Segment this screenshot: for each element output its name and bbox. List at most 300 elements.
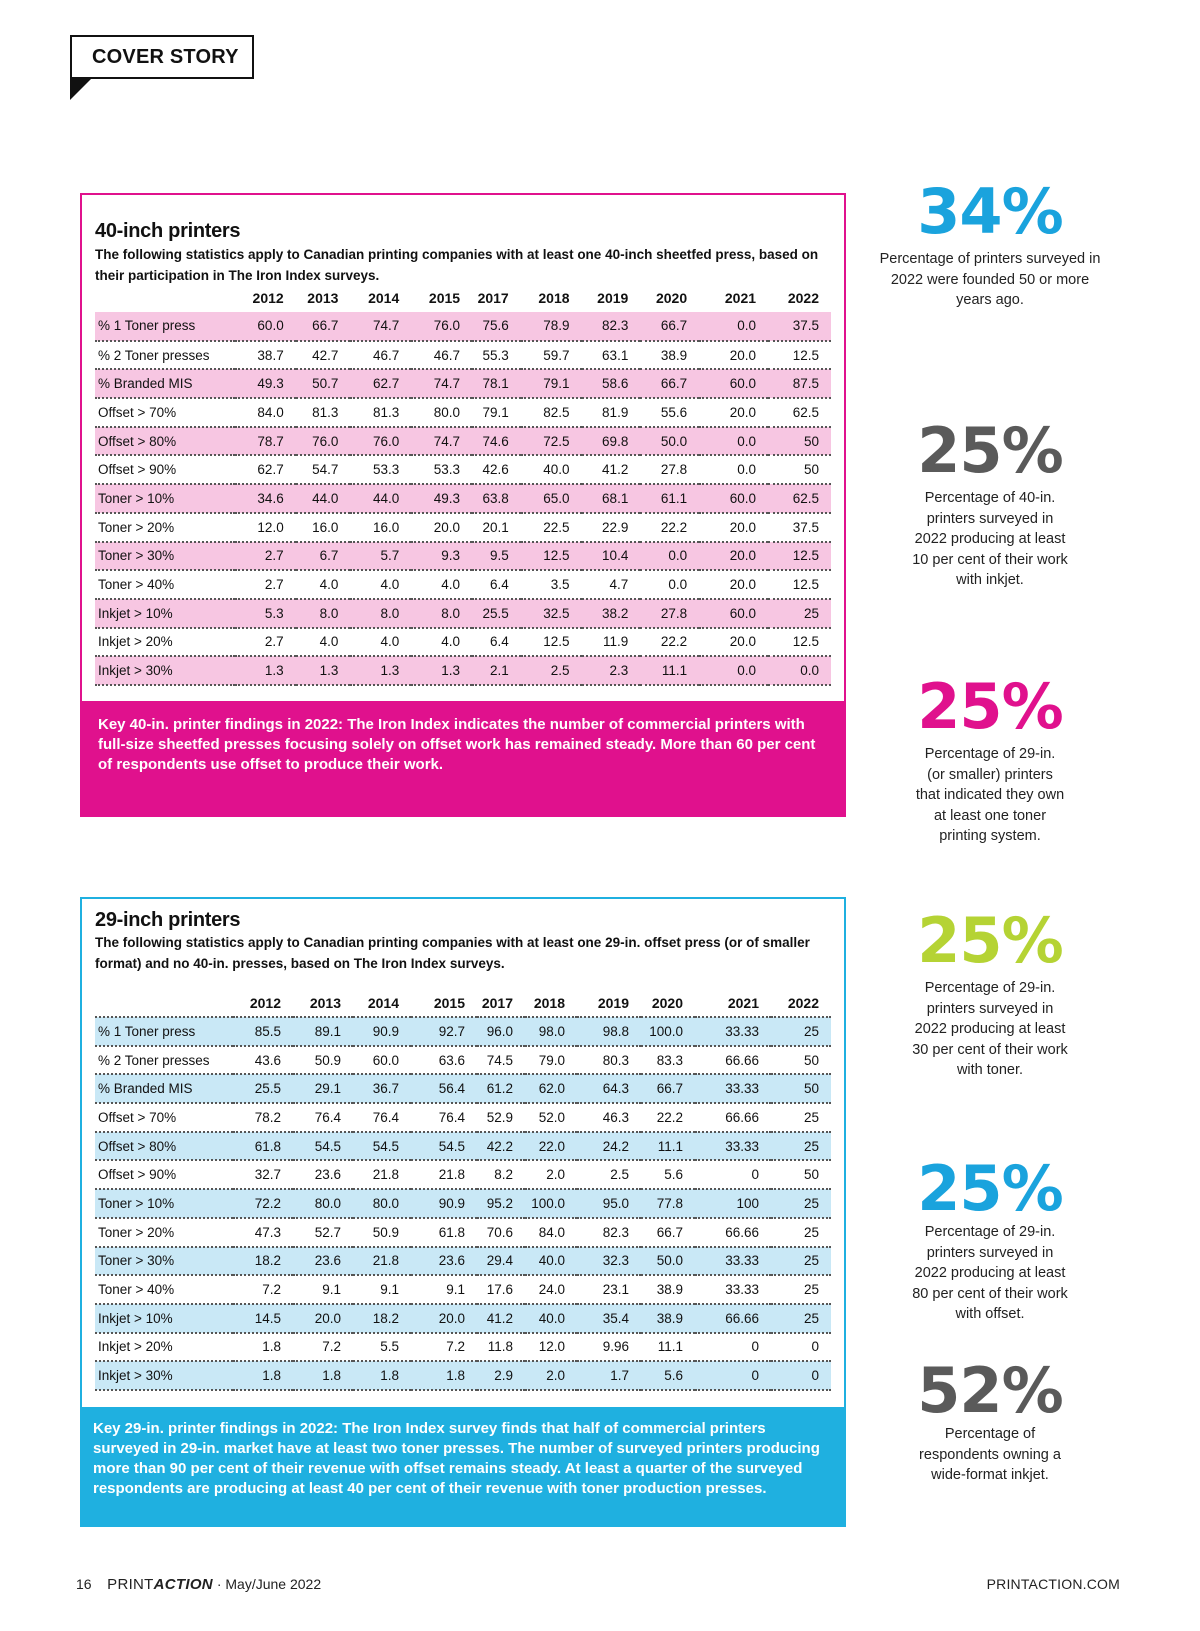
table-cell: 0.0 xyxy=(699,455,768,484)
table-cell: 9.1 xyxy=(411,1275,477,1304)
table-cell: 21.8 xyxy=(411,1160,477,1189)
table-cell: 62.5 xyxy=(768,484,831,513)
table-cell: 23.1 xyxy=(577,1275,641,1304)
table-40-header-row xyxy=(95,284,831,312)
table-cell: 100 xyxy=(695,1189,771,1218)
table-cell: 63.8 xyxy=(472,484,521,513)
table-cell: 17.6 xyxy=(477,1275,525,1304)
table-cell: 5.3 xyxy=(235,599,296,628)
table-cell: 38.9 xyxy=(641,1304,695,1333)
stat-caption: Percentage of printers surveyed in 2022 were founded 50 or more years ago. xyxy=(879,251,1101,308)
footer-website: PRINTACTION.COM xyxy=(986,1576,1120,1592)
table-cell: 63.1 xyxy=(582,341,641,370)
table-row xyxy=(95,628,831,657)
stat-callout xyxy=(870,904,1110,1081)
table-cell: 38.7 xyxy=(235,341,296,370)
table-row xyxy=(95,484,831,513)
table-cell: 27.8 xyxy=(640,599,699,628)
table-cell: 16.0 xyxy=(350,513,411,542)
table-cell: 2.3 xyxy=(582,656,641,685)
table-cell: 40.0 xyxy=(525,1247,577,1276)
table-row xyxy=(95,1304,831,1333)
row-label: Toner > 30% xyxy=(95,1247,233,1276)
table-cell: 0 xyxy=(695,1160,771,1189)
table-cell: 25.5 xyxy=(472,599,521,628)
table-cell: 78.9 xyxy=(521,312,582,341)
table-cell: 50.0 xyxy=(640,427,699,456)
table-cell: 7.2 xyxy=(233,1275,293,1304)
table-row xyxy=(95,656,831,685)
table-row xyxy=(95,341,831,370)
table-cell: 25 xyxy=(771,1103,831,1132)
table-cell: 54.5 xyxy=(411,1132,477,1161)
year-header: 2022 xyxy=(771,989,831,1017)
row-label: Toner > 10% xyxy=(95,484,235,513)
table-cell: 8.2 xyxy=(477,1160,525,1189)
table-cell: 23.6 xyxy=(293,1247,353,1276)
table-cell: 12.0 xyxy=(525,1333,577,1362)
table-cell: 53.3 xyxy=(411,455,472,484)
table-cell: 8.0 xyxy=(350,599,411,628)
table-cell: 21.8 xyxy=(353,1160,411,1189)
table-cell: 33.33 xyxy=(695,1074,771,1103)
row-label: Inkjet > 10% xyxy=(95,599,235,628)
brand-print: PRINT xyxy=(107,1576,154,1593)
stat-callout xyxy=(870,175,1110,311)
table-cell: 84.0 xyxy=(235,398,296,427)
table-cell: 50 xyxy=(768,427,831,456)
year-header: 2021 xyxy=(724,290,757,306)
table-cell: 43.6 xyxy=(233,1046,293,1075)
year-header: 2021 xyxy=(695,989,771,1017)
table-row xyxy=(95,455,831,484)
panel-29-description: The following statistics apply to Canadian printing companies with at least one 29-in. offset press (or of smaller format) and no 40-in. presses, based on The Iron Index surveys. xyxy=(95,935,810,971)
stat-caption: Percentage of 29-in. printers surveyed in 2022 producing at least 80 per cent of their work with offset. xyxy=(912,1224,1068,1322)
table-cell: 9.1 xyxy=(293,1275,353,1304)
table-cell: 84.0 xyxy=(525,1218,577,1247)
table-cell: 4.7 xyxy=(582,570,641,599)
year-header: 2020 xyxy=(655,290,688,306)
table-cell: 27.8 xyxy=(640,455,699,484)
table-cell: 22.9 xyxy=(582,513,641,542)
table-cell: 52.7 xyxy=(293,1218,353,1247)
table-cell: 62.7 xyxy=(350,369,411,398)
table-row xyxy=(95,1017,831,1046)
table-cell: 66.7 xyxy=(296,312,351,341)
table-cell: 74.7 xyxy=(411,427,472,456)
table-cell: 61.8 xyxy=(411,1218,477,1247)
table-cell: 0.0 xyxy=(699,427,768,456)
table-cell: 0 xyxy=(695,1333,771,1362)
stat-value: 34% xyxy=(917,175,1063,248)
table-cell: 42.2 xyxy=(477,1132,525,1161)
row-label: Toner > 10% xyxy=(95,1189,233,1218)
table-cell: 11.9 xyxy=(582,628,641,657)
table-cell: 25 xyxy=(771,1304,831,1333)
table-row xyxy=(95,1247,831,1276)
row-label: % Branded MIS xyxy=(95,369,235,398)
table-cell: 50 xyxy=(771,1160,831,1189)
table-cell: 76.0 xyxy=(296,427,351,456)
table-cell: 82.3 xyxy=(582,312,641,341)
table-cell: 100.0 xyxy=(525,1189,577,1218)
table-cell: 4.0 xyxy=(296,570,351,599)
header-blank xyxy=(95,989,233,1017)
row-label: Offset > 90% xyxy=(95,1160,233,1189)
table-cell: 22.2 xyxy=(641,1103,695,1132)
year-header: 2018 xyxy=(525,989,577,1017)
table-cell: 6.4 xyxy=(472,628,521,657)
table-cell: 0.0 xyxy=(699,656,768,685)
row-label: Inkjet > 20% xyxy=(95,1333,233,1362)
table-cell: 78.1 xyxy=(472,369,521,398)
table-cell: 33.33 xyxy=(695,1275,771,1304)
table-cell: 46.3 xyxy=(577,1103,641,1132)
table-cell: 40.0 xyxy=(521,455,582,484)
table-cell: 60.0 xyxy=(699,484,768,513)
year-header: 2014 xyxy=(353,989,411,1017)
table-cell: 70.6 xyxy=(477,1218,525,1247)
table-cell: 42.6 xyxy=(472,455,521,484)
table-cell: 0.0 xyxy=(640,542,699,571)
table-cell: 82.3 xyxy=(577,1218,641,1247)
table-cell: 66.7 xyxy=(640,312,699,341)
table-cell: 0 xyxy=(771,1333,831,1362)
table-cell: 50.9 xyxy=(293,1046,353,1075)
table-cell: 5.7 xyxy=(350,542,411,571)
table-cell: 80.0 xyxy=(293,1189,353,1218)
stat-value: 52% xyxy=(917,1354,1063,1427)
table-cell: 50.7 xyxy=(296,369,351,398)
table-cell: 5.5 xyxy=(353,1333,411,1362)
table-cell: 9.3 xyxy=(411,542,472,571)
table-cell: 18.2 xyxy=(353,1304,411,1333)
stat-callout xyxy=(870,1152,1110,1325)
year-header: 2013 xyxy=(307,290,339,306)
table-cell: 1.8 xyxy=(411,1361,477,1390)
table-cell: 61.1 xyxy=(640,484,699,513)
table-row xyxy=(95,570,831,599)
header-blank xyxy=(95,284,235,312)
table-cell: 1.3 xyxy=(235,656,296,685)
table-cell: 2.0 xyxy=(525,1160,577,1189)
stat-caption: Percentage of 29-in. (or smaller) printers that indicated they own at least one toner printing system. xyxy=(915,746,1065,844)
table-cell: 46.7 xyxy=(411,341,472,370)
table-cell: 98.0 xyxy=(525,1017,577,1046)
table-cell: 35.4 xyxy=(577,1304,641,1333)
table-cell: 0.0 xyxy=(699,312,768,341)
table-cell: 69.8 xyxy=(582,427,641,456)
table-cell: 95.0 xyxy=(577,1189,641,1218)
table-cell: 20.0 xyxy=(699,570,768,599)
section-tag xyxy=(70,35,254,79)
stat-value: 25% xyxy=(917,414,1063,487)
table-cell: 7.2 xyxy=(411,1333,477,1362)
stat-caption: Percentage of 40-in. printers surveyed in 2022 producing at least 10 per cent of their work with inkjet. xyxy=(912,490,1068,588)
table-cell: 25 xyxy=(771,1247,831,1276)
table-cell: 25 xyxy=(771,1132,831,1161)
year-header: 2022 xyxy=(787,290,819,306)
table-cell: 24.0 xyxy=(525,1275,577,1304)
table-cell: 25 xyxy=(771,1218,831,1247)
table-cell: 2.5 xyxy=(577,1160,641,1189)
table-cell: 2.5 xyxy=(521,656,582,685)
table-cell: 20.0 xyxy=(699,542,768,571)
table-cell: 0.0 xyxy=(640,570,699,599)
table-cell: 46.7 xyxy=(350,341,411,370)
table-cell: 22.0 xyxy=(525,1132,577,1161)
table-cell: 6.7 xyxy=(296,542,351,571)
table-cell: 56.4 xyxy=(411,1074,477,1103)
table-cell: 96.0 xyxy=(477,1017,525,1046)
table-cell: 40.0 xyxy=(525,1304,577,1333)
table-cell: 76.4 xyxy=(293,1103,353,1132)
table-cell: 0 xyxy=(771,1361,831,1390)
footer-folio xyxy=(76,1576,321,1593)
table-cell: 8.0 xyxy=(296,599,351,628)
table-cell: 78.2 xyxy=(233,1103,293,1132)
table-cell: 89.1 xyxy=(293,1017,353,1046)
table-cell: 79.1 xyxy=(521,369,582,398)
table-cell: 60.0 xyxy=(699,599,768,628)
stat-caption: Percentage of 29-in. printers surveyed in 2022 producing at least 30 per cent of their work with toner. xyxy=(912,980,1068,1078)
row-label: % 1 Toner press xyxy=(95,312,235,341)
table-cell: 76.0 xyxy=(350,427,411,456)
stat-caption: Percentage of respondents owning a wide-format inkjet. xyxy=(919,1426,1061,1483)
table-cell: 77.8 xyxy=(641,1189,695,1218)
table-row xyxy=(95,1074,831,1103)
table-cell: 74.5 xyxy=(477,1046,525,1075)
row-label: Toner > 40% xyxy=(95,1275,233,1304)
table-cell: 9.96 xyxy=(577,1333,641,1362)
panel-29-inch xyxy=(80,897,846,1523)
panel-29-title: 29-inch printers xyxy=(95,909,241,931)
table-row xyxy=(95,1189,831,1218)
table-cell: 20.0 xyxy=(411,1304,477,1333)
table-cell: 2.7 xyxy=(235,570,296,599)
table-cell: 22.5 xyxy=(521,513,582,542)
row-label: Toner > 20% xyxy=(95,513,235,542)
table-cell: 32.5 xyxy=(521,599,582,628)
table-cell: 54.7 xyxy=(296,455,351,484)
table-cell: 2.7 xyxy=(235,628,296,657)
row-label: % 2 Toner presses xyxy=(95,1046,233,1075)
table-cell: 24.2 xyxy=(577,1132,641,1161)
table-row xyxy=(95,369,831,398)
panel-40-title: 40-inch printers xyxy=(95,220,241,242)
table-cell: 2.7 xyxy=(235,542,296,571)
table-cell: 1.3 xyxy=(296,656,351,685)
table-cell: 32.7 xyxy=(233,1160,293,1189)
table-cell: 9.5 xyxy=(472,542,521,571)
table-cell: 37.5 xyxy=(768,312,831,341)
table-cell: 20.1 xyxy=(472,513,521,542)
table-row xyxy=(95,1132,831,1161)
table-cell: 68.1 xyxy=(582,484,641,513)
table-cell: 11.1 xyxy=(641,1333,695,1362)
table-cell: 74.7 xyxy=(411,369,472,398)
row-label: Offset > 80% xyxy=(95,1132,233,1161)
table-cell: 22.2 xyxy=(640,628,699,657)
table-cell: 52.0 xyxy=(525,1103,577,1132)
table-cell: 82.5 xyxy=(521,398,582,427)
table-row xyxy=(95,1218,831,1247)
table-row xyxy=(95,1275,831,1304)
table-cell: 11.1 xyxy=(641,1132,695,1161)
row-label: Toner > 40% xyxy=(95,570,235,599)
table-cell: 38.9 xyxy=(641,1275,695,1304)
table-cell: 29.4 xyxy=(477,1247,525,1276)
table-cell: 74.7 xyxy=(350,312,411,341)
table-cell: 44.0 xyxy=(296,484,351,513)
table-cell: 4.0 xyxy=(350,570,411,599)
table-cell: 81.3 xyxy=(296,398,351,427)
table-cell: 12.5 xyxy=(768,341,831,370)
table-cell: 61.8 xyxy=(233,1132,293,1161)
table-cell: 62.5 xyxy=(768,398,831,427)
table-cell: 33.33 xyxy=(695,1017,771,1046)
table-row xyxy=(95,427,831,456)
table-cell: 4.0 xyxy=(296,628,351,657)
table-cell: 2.1 xyxy=(472,656,521,685)
table-cell: 76.0 xyxy=(411,312,472,341)
table-cell: 79.1 xyxy=(472,398,521,427)
table-cell: 1.7 xyxy=(577,1361,641,1390)
table-cell: 22.2 xyxy=(640,513,699,542)
year-header: 2012 xyxy=(252,290,284,306)
table-29-inch xyxy=(95,989,831,1391)
table-cell: 87.5 xyxy=(768,369,831,398)
table-cell: 90.9 xyxy=(411,1189,477,1218)
table-cell: 1.3 xyxy=(411,656,472,685)
table-cell: 3.5 xyxy=(521,570,582,599)
table-cell: 1.8 xyxy=(293,1361,353,1390)
table-cell: 7.2 xyxy=(293,1333,353,1362)
year-header: 2017 xyxy=(477,290,509,306)
table-row xyxy=(95,1361,831,1390)
page-number: 16 xyxy=(76,1576,92,1592)
table-cell: 12.5 xyxy=(768,542,831,571)
table-row xyxy=(95,1046,831,1075)
table-cell: 18.2 xyxy=(233,1247,293,1276)
table-cell: 74.6 xyxy=(472,427,521,456)
section-tag-tail xyxy=(70,79,91,100)
table-cell: 58.6 xyxy=(582,369,641,398)
stat-value: 25% xyxy=(917,670,1063,743)
table-cell: 12.5 xyxy=(768,570,831,599)
table-cell: 11.8 xyxy=(477,1333,525,1362)
row-label: Inkjet > 10% xyxy=(95,1304,233,1333)
table-cell: 25 xyxy=(771,1275,831,1304)
table-cell: 5.6 xyxy=(641,1160,695,1189)
stat-callout xyxy=(870,414,1110,591)
table-cell: 80.0 xyxy=(353,1189,411,1218)
table-cell: 1.8 xyxy=(353,1361,411,1390)
table-cell: 14.5 xyxy=(233,1304,293,1333)
table-cell: 95.2 xyxy=(477,1189,525,1218)
year-header: 2017 xyxy=(477,989,525,1017)
table-cell: 49.3 xyxy=(411,484,472,513)
table-row xyxy=(95,312,831,341)
table-cell: 34.6 xyxy=(235,484,296,513)
table-cell: 90.9 xyxy=(353,1017,411,1046)
stat-callout xyxy=(870,1354,1110,1486)
table-cell: 20.0 xyxy=(293,1304,353,1333)
table-cell: 92.7 xyxy=(411,1017,477,1046)
table-cell: 83.3 xyxy=(641,1046,695,1075)
table-cell: 8.0 xyxy=(411,599,472,628)
row-label: Offset > 80% xyxy=(95,427,235,456)
table-cell: 12.5 xyxy=(521,628,582,657)
table-cell: 54.5 xyxy=(353,1132,411,1161)
table-cell: 29.1 xyxy=(293,1074,353,1103)
table-cell: 20.0 xyxy=(699,398,768,427)
table-cell: 49.3 xyxy=(235,369,296,398)
table-cell: 4.0 xyxy=(350,628,411,657)
table-cell: 75.6 xyxy=(472,312,521,341)
table-cell: 20.0 xyxy=(699,628,768,657)
table-cell: 65.0 xyxy=(521,484,582,513)
stat-value: 25% xyxy=(917,1152,1063,1225)
table-cell: 66.66 xyxy=(695,1304,771,1333)
row-label: Offset > 70% xyxy=(95,1103,233,1132)
table-cell: 38.9 xyxy=(640,341,699,370)
row-label: Inkjet > 30% xyxy=(95,656,235,685)
table-cell: 4.0 xyxy=(411,570,472,599)
table-cell: 25.5 xyxy=(233,1074,293,1103)
year-header: 2013 xyxy=(293,989,353,1017)
table-row xyxy=(95,1160,831,1189)
table-cell: 38.2 xyxy=(582,599,641,628)
brand-action: ACTION xyxy=(153,1576,213,1593)
row-label: % Branded MIS xyxy=(95,1074,233,1103)
table-cell: 32.3 xyxy=(577,1247,641,1276)
table-cell: 80.3 xyxy=(577,1046,641,1075)
year-header: 2020 xyxy=(641,989,695,1017)
table-cell: 10.4 xyxy=(582,542,641,571)
table-cell: 60.0 xyxy=(699,369,768,398)
year-header: 2019 xyxy=(597,290,629,306)
row-label: Inkjet > 30% xyxy=(95,1361,233,1390)
table-cell: 1.8 xyxy=(233,1333,293,1362)
issue-date: · May/June 2022 xyxy=(216,1576,322,1592)
table-cell: 23.6 xyxy=(293,1160,353,1189)
table-cell: 2.9 xyxy=(477,1361,525,1390)
table-cell: 1.3 xyxy=(350,656,411,685)
table-cell: 12.0 xyxy=(235,513,296,542)
table-cell: 50 xyxy=(771,1074,831,1103)
year-header: 2019 xyxy=(577,989,641,1017)
table-cell: 81.9 xyxy=(582,398,641,427)
table-cell: 50.0 xyxy=(641,1247,695,1276)
table-row xyxy=(95,542,831,571)
table-cell: 62.0 xyxy=(525,1074,577,1103)
table-cell: 80.0 xyxy=(411,398,472,427)
row-label: % 2 Toner presses xyxy=(95,341,235,370)
table-cell: 42.7 xyxy=(296,341,351,370)
table-cell: 50 xyxy=(771,1046,831,1075)
table-cell: 4.0 xyxy=(411,628,472,657)
row-label: Toner > 20% xyxy=(95,1218,233,1247)
table-cell: 61.2 xyxy=(477,1074,525,1103)
table-cell: 12.5 xyxy=(768,628,831,657)
table-cell: 66.7 xyxy=(641,1218,695,1247)
year-header: 2018 xyxy=(538,290,570,306)
table-cell: 33.33 xyxy=(695,1132,771,1161)
table-cell: 85.5 xyxy=(233,1017,293,1046)
year-header: 2014 xyxy=(368,290,400,306)
table-cell: 33.33 xyxy=(695,1247,771,1276)
